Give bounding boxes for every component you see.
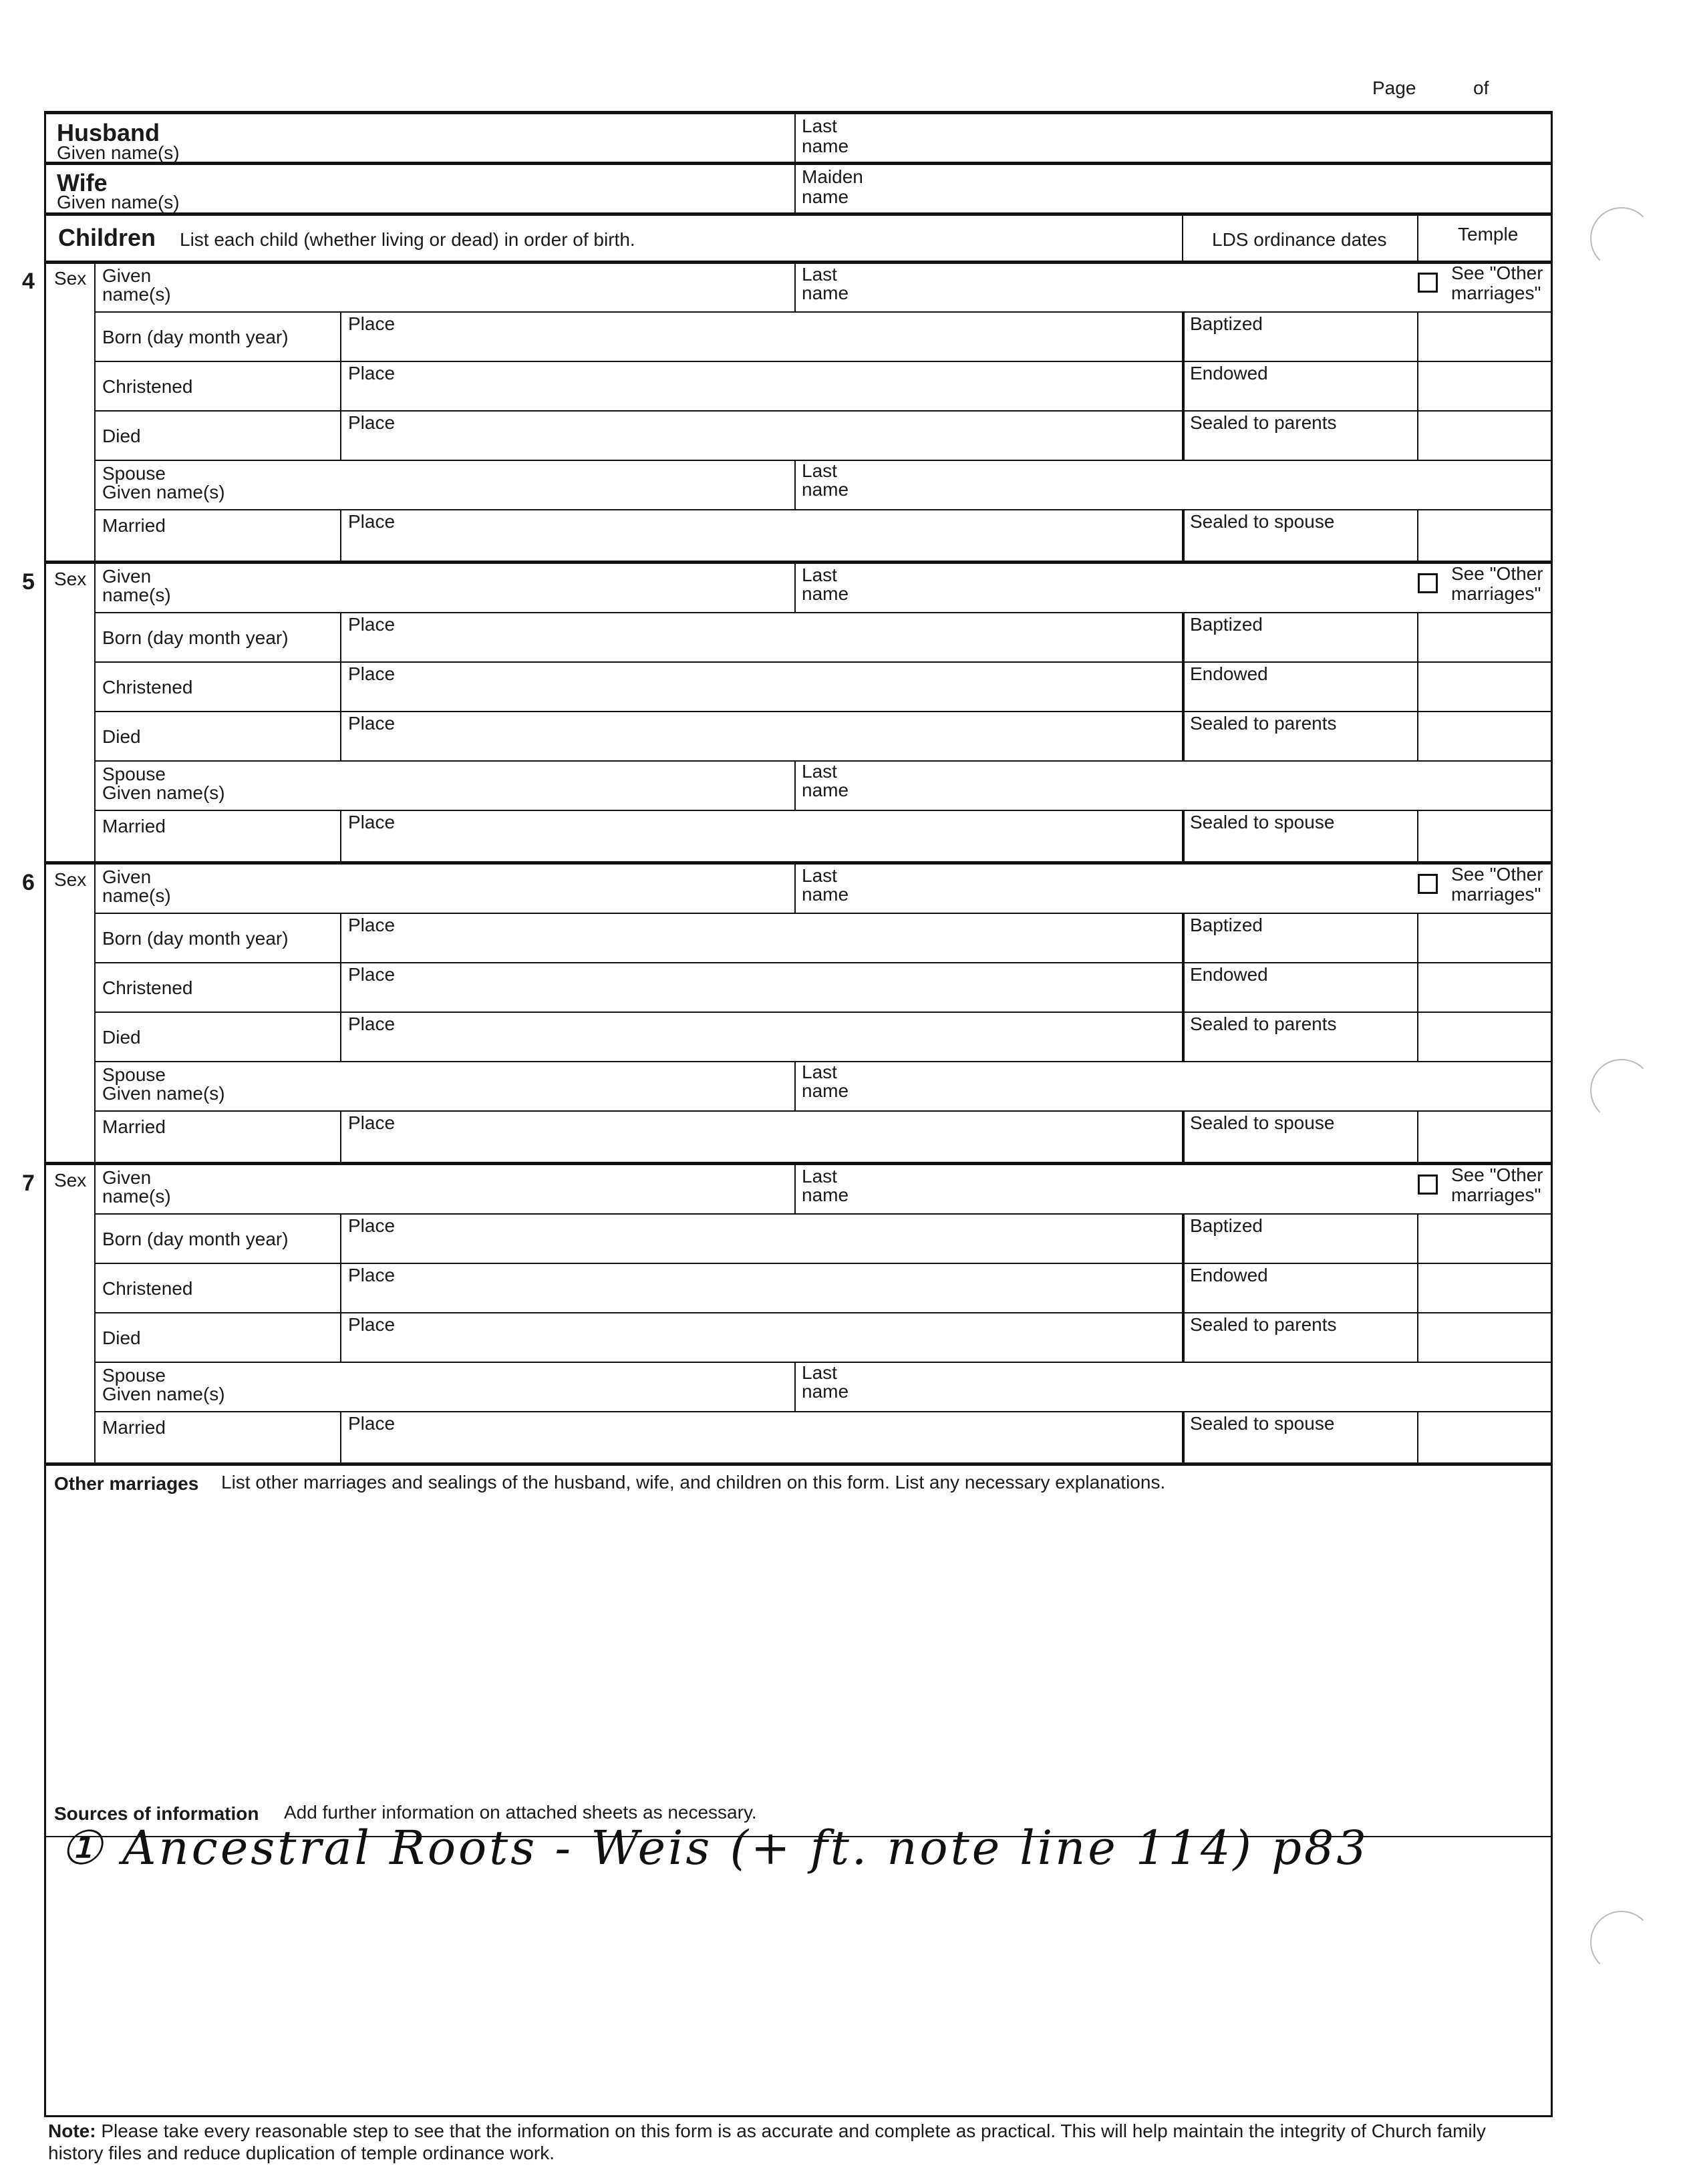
child-given-label: Given: [102, 566, 152, 587]
sex-label: Sex: [54, 1170, 87, 1191]
other-marriages-title: Other marriages: [54, 1473, 199, 1494]
child-last-label-2: name: [802, 884, 849, 905]
baptized-label: Baptized: [1190, 915, 1263, 935]
sealed-to-spouse-label: Sealed to spouse: [1190, 1413, 1335, 1434]
born-label: Born (day month year): [102, 928, 289, 949]
see-other-marriages-checkbox[interactable]: [1418, 1175, 1438, 1195]
married-label: Married: [102, 816, 166, 836]
child-last-label: Last: [802, 1166, 837, 1187]
child-number: 6: [22, 870, 35, 895]
wife-title: Wife: [57, 169, 108, 196]
place-label: Place: [348, 511, 396, 532]
christened-label: Christened: [102, 977, 193, 998]
married-label: Married: [102, 515, 166, 536]
place-label: Place: [348, 663, 396, 684]
see-other-marriages-label-2: marriages": [1451, 1185, 1541, 1205]
place-label: Place: [348, 1013, 396, 1034]
see-other-marriages-label-2: marriages": [1451, 583, 1541, 604]
page-label: Page: [1372, 77, 1416, 98]
other-marriages-area[interactable]: [46, 1497, 1549, 1835]
baptized-label: Baptized: [1190, 313, 1263, 334]
child-given-label-2: name(s): [102, 1186, 171, 1207]
handwritten-source-note: [60, 1807, 1369, 1901]
place-label: Place: [348, 812, 396, 832]
place-label: Place: [348, 915, 396, 935]
sealed-to-parents-label: Sealed to parents: [1190, 1013, 1337, 1034]
died-label: Died: [102, 426, 141, 446]
lds-ordinance-dates-label: LDS ordinance dates: [1212, 229, 1387, 250]
punch-hole-middle: [1590, 1059, 1653, 1122]
christened-label: Christened: [102, 1278, 193, 1299]
temple-label: Temple: [1458, 224, 1519, 245]
handwritten-text: ① Ancestral Roots - Weis (+ ft. note line 114) p83: [60, 1821, 1369, 1875]
died-label: Died: [102, 1027, 141, 1048]
spouse-last-label-2: name: [802, 1381, 849, 1402]
child-last-label-2: name: [802, 1185, 849, 1205]
spouse-last-label-2: name: [802, 479, 849, 500]
place-label: Place: [348, 1215, 396, 1236]
children-instruction: List each child (whether living or dead) in order of birth.: [180, 229, 635, 250]
footer-note: [48, 2120, 1518, 2164]
sex-label: Sex: [54, 869, 87, 890]
spouse-last-label: Last: [802, 761, 837, 782]
spouse-label: Spouse: [102, 1365, 166, 1386]
child-number: 7: [22, 1171, 35, 1196]
of-label: of: [1473, 77, 1489, 98]
child-given-label: Given: [102, 1167, 152, 1188]
husband-given-label: Given name(s): [57, 142, 180, 163]
see-other-marriages-label-2: marriages": [1451, 283, 1541, 303]
note-label: Note:: [48, 2121, 96, 2141]
sealed-to-spouse-label: Sealed to spouse: [1190, 1112, 1335, 1133]
sources-title: Sources of information: [54, 1803, 259, 1824]
child-last-label: Last: [802, 264, 837, 285]
sealed-to-parents-label: Sealed to parents: [1190, 1314, 1337, 1335]
spouse-last-label-2: name: [802, 780, 849, 800]
wife-given-label: Given name(s): [57, 192, 180, 212]
see-other-marriages-label: See "Other: [1451, 563, 1543, 584]
place-label: Place: [348, 1413, 396, 1434]
endowed-label: Endowed: [1190, 1265, 1268, 1285]
born-label: Born (day month year): [102, 627, 289, 648]
husband-last-label: Last: [802, 116, 837, 136]
place-label: Place: [348, 363, 396, 383]
child-given-label-2: name(s): [102, 885, 171, 906]
christened-label: Christened: [102, 677, 193, 697]
christened-label: Christened: [102, 376, 193, 397]
sources-text: Add further information on attached sheets as necessary.: [284, 1802, 757, 1823]
place-label: Place: [348, 614, 396, 635]
died-label: Died: [102, 726, 141, 747]
spouse-last-label: Last: [802, 1062, 837, 1082]
husband-title: Husband: [57, 119, 160, 146]
born-label: Born (day month year): [102, 1229, 289, 1249]
baptized-label: Baptized: [1190, 1215, 1263, 1236]
see-other-marriages-checkbox[interactable]: [1418, 273, 1438, 293]
endowed-label: Endowed: [1190, 663, 1268, 684]
see-other-marriages-checkbox[interactable]: [1418, 874, 1438, 894]
spouse-given-label: Given name(s): [102, 1083, 225, 1104]
spouse-label: Spouse: [102, 463, 166, 484]
endowed-label: Endowed: [1190, 964, 1268, 985]
spouse-last-label: Last: [802, 1362, 837, 1383]
family-group-record-form: Husband Given name(s) Last name Wife Given name(s) Maiden name Children List each child (whether living or dead) in order of birth. LDS ordinance dates Temple 4 Sex Given name(s) Last name See "Other marriages" Born (day month year) Place Baptized Christened Place Endowed Died Place Sealed to parents Spouse Given name(s) Last name Married Place Sealed to spouse 5 Sex Given name(s) Last name See "Other marriages" Born (day month year) Place Baptized Christened Place Endowed Died Place Sealed to parents Spouse Given name(s) Last name Married Place Sealed to spouse 6 Sex Given name(s) Last name See "Other marriages" Born (day month year) Place Baptized Christened Place Endowed Died Place Sealed to parents Spouse Given name(s) Last name Married Place Sealed to spouse 7 Sex Given name(s) Last name See "Other marriages" Born (day month year) Place Baptized Christened Place Endowed Died Place Sealed to parents Spouse Given name(s) Last name Married Place Sealed to spouse Other marriages List other marriages and sealings of the husband, wife, and children on this form. List any necessary explanations. Sources of information Add further information on attached sheets as necessary.: [44, 111, 1553, 2117]
child-number: 5: [22, 569, 35, 595]
child-number: 4: [22, 269, 35, 294]
child-last-label-2: name: [802, 583, 849, 604]
punch-hole-bottom: [1590, 1911, 1653, 1974]
place-label: Place: [348, 713, 396, 734]
sex-label: Sex: [54, 268, 87, 289]
child-last-label: Last: [802, 565, 837, 585]
children-title: Children: [58, 224, 156, 251]
see-other-marriages-label: See "Other: [1451, 864, 1543, 885]
sealed-to-spouse-label: Sealed to spouse: [1190, 511, 1335, 532]
place-label: Place: [348, 412, 396, 433]
married-label: Married: [102, 1116, 166, 1137]
child-given-label: Given: [102, 867, 152, 887]
note-text: Please take every reasonable step to see that the information on this form is as accurate and complete as practical. This will help maintain the integrity of Church family history files and reduce duplication of temple ordinance work.: [48, 2121, 1486, 2163]
place-label: Place: [348, 964, 396, 985]
spouse-label: Spouse: [102, 764, 166, 784]
spouse-given-label: Given name(s): [102, 482, 225, 502]
child-last-label: Last: [802, 865, 837, 886]
wife-maiden-label: Maiden: [802, 166, 863, 187]
place-label: Place: [348, 1265, 396, 1285]
spouse-last-label-2: name: [802, 1080, 849, 1101]
place-label: Place: [348, 1112, 396, 1133]
child-given-label-2: name(s): [102, 585, 171, 605]
see-other-marriages-label-2: marriages": [1451, 884, 1541, 905]
endowed-label: Endowed: [1190, 363, 1268, 383]
baptized-label: Baptized: [1190, 614, 1263, 635]
spouse-label: Spouse: [102, 1064, 166, 1085]
born-label: Born (day month year): [102, 327, 289, 347]
spouse-given-label: Given name(s): [102, 782, 225, 803]
child-last-label-2: name: [802, 283, 849, 303]
spouse-last-label: Last: [802, 460, 837, 481]
sealed-to-spouse-label: Sealed to spouse: [1190, 812, 1335, 832]
died-label: Died: [102, 1328, 141, 1348]
child-given-label-2: name(s): [102, 284, 171, 305]
punch-hole-top: [1590, 207, 1653, 270]
sealed-to-parents-label: Sealed to parents: [1190, 713, 1337, 734]
see-other-marriages-checkbox[interactable]: [1418, 573, 1438, 593]
see-other-marriages-label: See "Other: [1451, 263, 1543, 283]
other-marriages-text: List other marriages and sealings of the husband, wife, and children on this form. List any necessary explanations.: [221, 1472, 1166, 1493]
place-label: Place: [348, 1314, 396, 1335]
child-given-label: Given: [102, 265, 152, 286]
sealed-to-parents-label: Sealed to parents: [1190, 412, 1337, 433]
spouse-given-label: Given name(s): [102, 1384, 225, 1404]
place-label: Place: [348, 313, 396, 334]
married-label: Married: [102, 1417, 166, 1438]
sex-label: Sex: [54, 569, 87, 589]
see-other-marriages-label: See "Other: [1451, 1164, 1543, 1185]
